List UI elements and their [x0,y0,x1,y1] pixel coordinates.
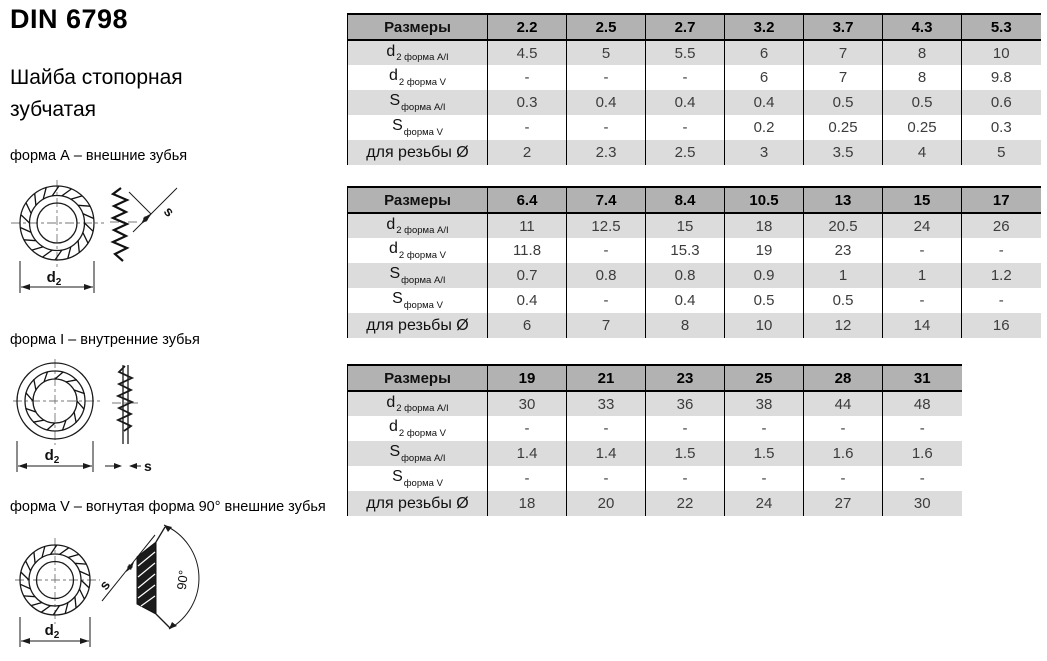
value-cell: - [567,416,646,441]
s-label: s [144,458,152,474]
size-cell: 28 [804,365,883,391]
size-cell: 2.2 [488,14,567,40]
form-v-diagram [5,518,240,660]
size-cell: 6.4 [488,187,567,213]
size-cell: 7.4 [567,187,646,213]
row-label-cell: $S_{форма V}$ [348,466,488,491]
value-cell: 15 [646,213,725,238]
value-cell: 3 [725,140,804,165]
size-cell: 2.7 [646,14,725,40]
value-cell: 1.4 [567,441,646,466]
row-label-cell: $d_{2 форма A/I}$ [348,40,488,65]
value-cell: - [962,288,1041,313]
value-cell: 33 [567,391,646,416]
row-label-cell: $S_{форма A/I}$ [348,90,488,115]
value-cell: 0.6 [962,90,1041,115]
value-cell: 2.5 [646,140,725,165]
form-v-label: форма V – вогнутая форма 90° внешние зубья [10,499,326,515]
value-cell: 4 [883,140,962,165]
value-cell: - [488,416,567,441]
value-cell: 22 [646,491,725,516]
value-cell: 0.5 [725,288,804,313]
value-cell: - [488,115,567,140]
size-header-row [348,365,962,391]
value-cell: 1 [883,263,962,288]
row-label-cell: для резьбы Ø [348,491,488,516]
row-label-cell: $S_{форма V}$ [348,115,488,140]
s-label: s [160,203,178,220]
row-label-cell: для резьбы Ø [348,140,488,165]
value-cell: 18 [488,491,567,516]
size-cell: 25 [725,365,804,391]
value-cell: 11.8 [488,238,567,263]
form-v-side-view [137,527,170,628]
value-cell: 11 [488,213,567,238]
value-cell: - [883,466,962,491]
value-cell: 5 [962,140,1041,165]
value-cell: 1.4 [488,441,567,466]
row-label-cell: $S_{форма A/I}$ [348,441,488,466]
value-cell: 1 [804,263,883,288]
row-label-cell: $d_{2 форма A/I}$ [348,391,488,416]
size-header-row [348,187,1041,213]
d2-label: $d_2$ [44,447,60,466]
table-row [348,140,1041,165]
size-cell: 3.2 [725,14,804,40]
value-cell: 7 [804,40,883,65]
size-cell: 23 [646,365,725,391]
row-label-cell: $d_{2 форма V}$ [348,238,488,263]
value-cell: 1.6 [883,441,962,466]
value-cell: - [567,288,646,313]
value-cell: 23 [804,238,883,263]
row-label-cell: $d_{2 форма V}$ [348,65,488,90]
size-cell: 15 [883,187,962,213]
value-cell: - [567,466,646,491]
value-cell: 0.3 [962,115,1041,140]
value-cell: 0.9 [725,263,804,288]
value-cell: 0.4 [567,90,646,115]
value-cell: 8 [646,313,725,338]
row-label-cell: $S_{форма A/I}$ [348,263,488,288]
size-cell: 5.3 [962,14,1041,40]
table-row [348,391,962,416]
table-row [348,466,962,491]
value-cell: 2.3 [567,140,646,165]
value-cell: 19 [725,238,804,263]
value-cell: 8 [883,40,962,65]
form-a-s-dimension [129,188,178,232]
value-cell: 8 [883,65,962,90]
value-cell: 6 [725,65,804,90]
value-cell: 1.5 [725,441,804,466]
form-i-diagram [5,352,230,482]
size-cell: 19 [488,365,567,391]
header-label-cell: Размеры [348,14,488,40]
header-label-cell: Размеры [348,365,488,391]
value-cell: 30 [883,491,962,516]
value-cell: 1.6 [804,441,883,466]
size-cell: 3.7 [804,14,883,40]
value-cell: 38 [725,391,804,416]
value-cell: 27 [804,491,883,516]
value-cell: 7 [804,65,883,90]
form-i-side-view [118,365,132,444]
value-cell: 0.3 [488,90,567,115]
value-cell: 6 [488,313,567,338]
value-cell: - [646,115,725,140]
value-cell: 18 [725,213,804,238]
size-cell: 10.5 [725,187,804,213]
size-cell: 8.4 [646,187,725,213]
d2-label: $d_2$ [44,622,60,641]
value-cell: 7 [567,313,646,338]
value-cell: 10 [725,313,804,338]
table-row [348,115,1041,140]
size-table-3 [347,364,962,516]
value-cell: 0.8 [567,263,646,288]
size-cell: 13 [804,187,883,213]
table-row [348,65,1041,90]
row-label-cell: $d_{2 форма V}$ [348,416,488,441]
s-label: s [95,576,114,593]
value-cell: 14 [883,313,962,338]
value-cell: - [883,288,962,313]
value-cell: 15.3 [646,238,725,263]
value-cell: 48 [883,391,962,416]
value-cell: 0.5 [804,90,883,115]
table-row [348,491,962,516]
d2-label: $d_2$ [46,269,62,288]
value-cell: - [804,416,883,441]
value-cell: 0.4 [646,90,725,115]
row-label-cell: для резьбы Ø [348,313,488,338]
form-a-side-view [113,188,127,261]
size-header-row [348,14,1041,40]
value-cell: 5 [567,40,646,65]
value-cell: 12 [804,313,883,338]
value-cell: 0.4 [725,90,804,115]
value-cell: 10 [962,40,1041,65]
value-cell: 3.5 [804,140,883,165]
form-i-label: форма I – внутренние зубья [10,332,200,348]
value-cell: 24 [725,491,804,516]
value-cell: 0.8 [646,263,725,288]
value-cell: 5.5 [646,40,725,65]
value-cell: - [883,238,962,263]
value-cell: - [883,416,962,441]
value-cell: - [646,466,725,491]
form-v-angle-dimension [164,525,199,629]
value-cell: 0.4 [488,288,567,313]
value-cell: - [567,238,646,263]
value-cell: 0.25 [804,115,883,140]
value-cell: 0.4 [646,288,725,313]
table-row [348,40,1041,65]
value-cell: 0.7 [488,263,567,288]
size-cell: 2.5 [567,14,646,40]
form-i-s-dimension [105,458,152,474]
table-row [348,313,1041,338]
angle-90-label: 90° [173,569,192,591]
form-a-front-view [11,180,139,270]
value-cell: 12.5 [567,213,646,238]
form-v-front-view [15,538,100,624]
value-cell: 20.5 [804,213,883,238]
value-cell: 1.5 [646,441,725,466]
size-cell: 17 [962,187,1041,213]
value-cell: 44 [804,391,883,416]
size-cell: 4.3 [883,14,962,40]
value-cell: 6 [725,40,804,65]
value-cell: - [567,65,646,90]
form-i-d2-dimension [17,441,93,472]
table-row [348,213,1041,238]
value-cell: - [488,466,567,491]
value-cell: 24 [883,213,962,238]
value-cell: 0.5 [883,90,962,115]
value-cell: 0.25 [883,115,962,140]
value-cell: - [725,416,804,441]
value-cell: 0.2 [725,115,804,140]
form-a-label: форма А – внешние зубья [10,148,188,164]
table-row [348,416,962,441]
table-row [348,90,1041,115]
value-cell: 36 [646,391,725,416]
value-cell: 30 [488,391,567,416]
size-cell: 31 [883,365,962,391]
table-row [348,238,1041,263]
value-cell: 9.8 [962,65,1041,90]
form-a-diagram [5,170,230,305]
size-cell: 21 [567,365,646,391]
page-subtitle: Шайба стопорная зубчатая [10,66,183,121]
value-cell: - [725,466,804,491]
form-v-d2-dimension [20,617,90,647]
value-cell: 4.5 [488,40,567,65]
value-cell: 20 [567,491,646,516]
table-row [348,288,1041,313]
table-row [348,263,1041,288]
value-cell: - [804,466,883,491]
value-cell: 0.5 [804,288,883,313]
value-cell: - [962,238,1041,263]
page-title: DIN 6798 [10,4,129,34]
value-cell: 16 [962,313,1041,338]
row-label-cell: $S_{форма V}$ [348,288,488,313]
value-cell: - [567,115,646,140]
value-cell: 1.2 [962,263,1041,288]
value-cell: 26 [962,213,1041,238]
header-label-cell: Размеры [348,187,488,213]
table-row [348,441,962,466]
size-table-1 [347,13,1041,165]
value-cell: - [646,65,725,90]
value-cell: 2 [488,140,567,165]
value-cell: - [646,416,725,441]
value-cell: - [488,65,567,90]
size-table-2 [347,186,1041,338]
row-label-cell: $d_{2 форма A/I}$ [348,213,488,238]
